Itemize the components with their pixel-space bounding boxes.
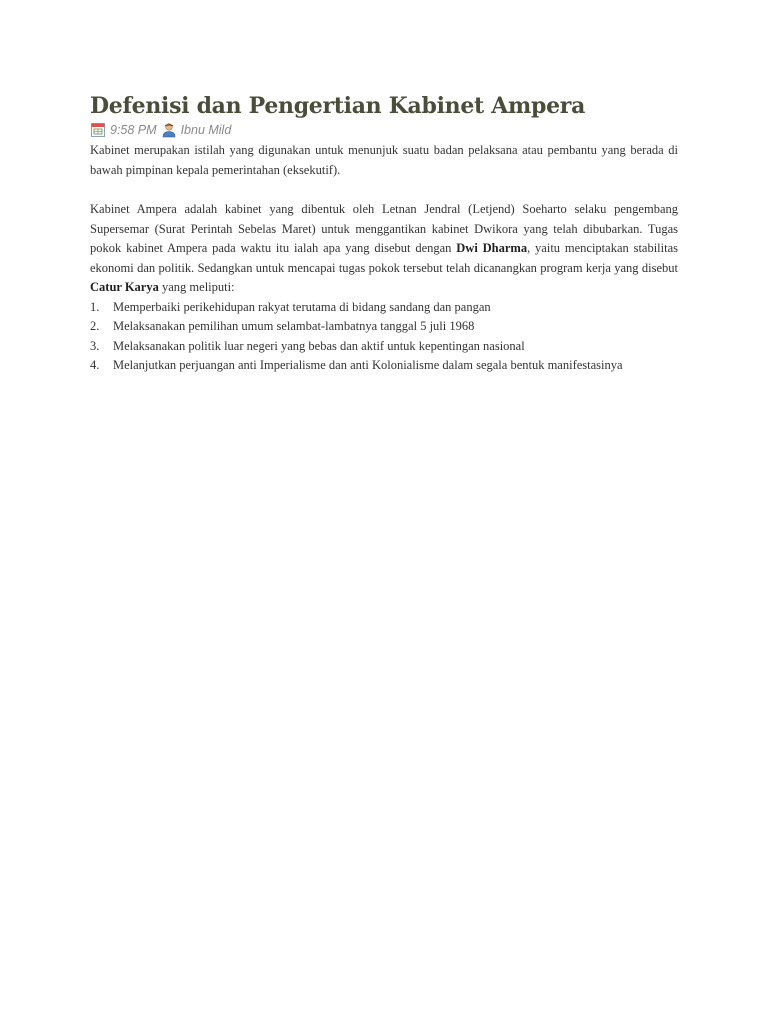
- list-item-text: Memperbaiki perikehidupan rakyat terutama di bidang sandang dan pangan: [113, 299, 491, 314]
- user-icon: [161, 122, 177, 138]
- list-item: [90, 317, 678, 337]
- list-item-text: Melaksanakan pemilihan umum selambat-lambatnya tanggal 5 juli 1968: [113, 319, 475, 333]
- paragraph-definition: Kabinet merupakan istilah yang digunakan untuk menunjuk suatu badan pelaksana atau pembantu yang berada di bawah pimpinan kepala pemerintahan (eksekutif).: [90, 143, 678, 177]
- calendar-icon: [90, 122, 106, 138]
- article-title: Defenisi dan Pengertian Kabinet Ampera: [90, 93, 586, 119]
- paragraph-ampera-part3: yang meliputi:: [158, 280, 235, 294]
- paragraph-spacer: [90, 180, 678, 200]
- post-time: 9:58 PM: [110, 123, 157, 137]
- catur-karya-list: [90, 298, 678, 376]
- paragraph-ampera-part1: Kabinet Ampera adalah kabinet yang dibentuk oleh Letnan Jendral (Letjend) Soeharto selaku pengembang Supersemar (Surat Perintah Sebelas Maret) untuk menggantikan kabinet Dwikora yang telah dibubarkan. Tugas pokok kabinet Ampera pada waktu itu ialah apa yang disebut dengan: [90, 202, 678, 255]
- list-item: [90, 356, 678, 376]
- term-dwi-dharma: Dwi Dharma: [456, 241, 528, 255]
- list-item-text: Melanjutkan perjuangan anti Imperialisme dan anti Kolonialisme dalam segala bentuk manifestasinya: [113, 358, 623, 372]
- post-author[interactable]: Ibnu Mild: [180, 123, 232, 137]
- list-item-number: 2.: [90, 319, 100, 333]
- list-item-text: Melaksanakan politik luar negeri yang bebas dan aktif untuk kepentingan nasional: [113, 338, 525, 353]
- list-item-number: 3.: [90, 338, 100, 353]
- paragraph-ampera: [90, 200, 678, 298]
- post-meta: [90, 121, 678, 139]
- paragraph-ampera-part2: , yaitu menciptakan stabilitas ekonomi dan politik. Sedangkan untuk mencapai tugas pokok tersebut telah dicanangkan program kerja yang disebut: [90, 241, 679, 275]
- list-item: [90, 337, 678, 357]
- term-catur-karya: Catur Karya: [90, 280, 159, 294]
- list-item-number: 4.: [90, 358, 100, 372]
- article: [90, 91, 678, 376]
- list-item: [90, 298, 678, 318]
- list-item-number: 1.: [90, 299, 100, 314]
